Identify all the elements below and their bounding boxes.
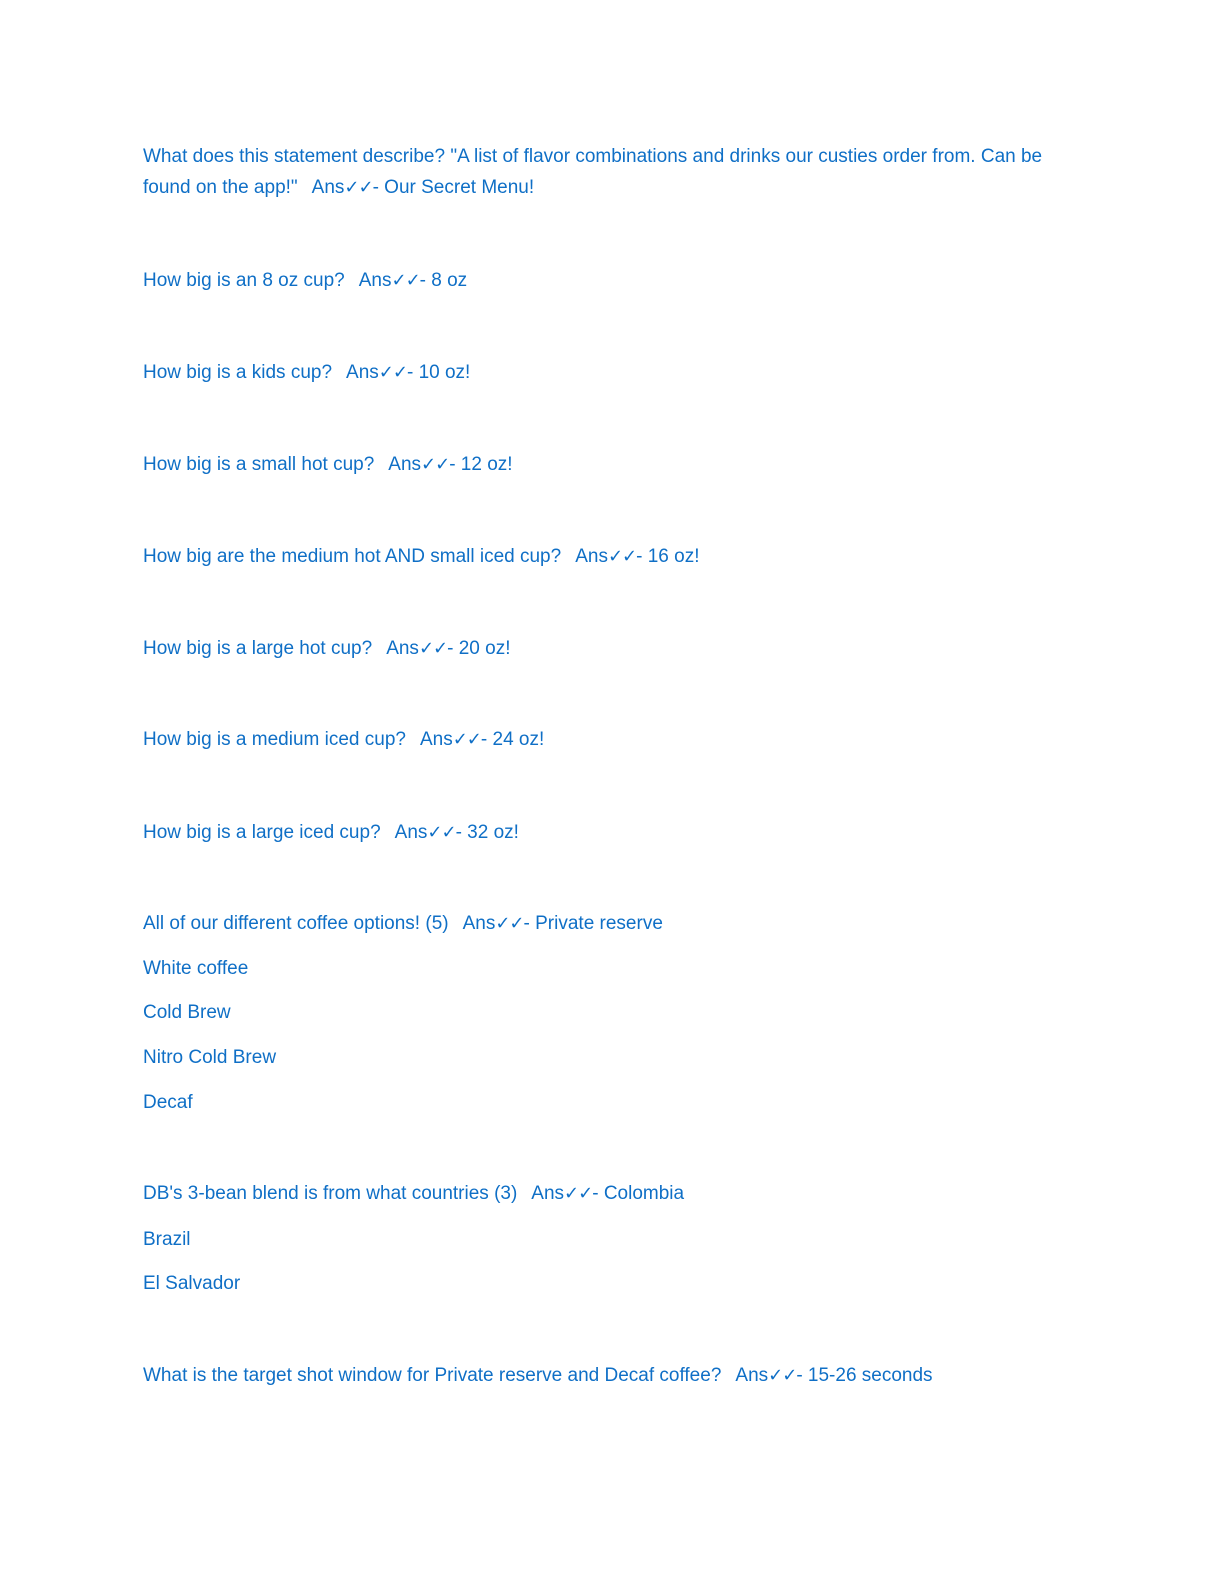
answer-continuation-line: Nitro Cold Brew	[143, 1047, 277, 1068]
answer-text: - 16 oz!	[636, 546, 700, 567]
qa-item-bean-blend	[143, 1178, 1083, 1209]
question-text: How big is a small hot cup?	[143, 454, 375, 475]
answer-label: Ans	[462, 913, 496, 934]
double-check-icon: ✓✓	[427, 822, 456, 843]
question-text: How big is a large hot cup?	[143, 638, 373, 659]
question-text: DB's 3-bean blend is from what countries (3)	[143, 1183, 518, 1204]
answer-text: - Colombia	[592, 1183, 685, 1204]
question-text: How big are the medium hot AND small iced cup?	[143, 546, 562, 567]
answer-continuation-line: El Salvador	[143, 1273, 241, 1294]
double-check-icon: ✓✓	[418, 638, 448, 659]
qa-item-kids-cup	[143, 357, 1083, 388]
question-text: What is the target shot window for Private reserve and Decaf coffee?	[143, 1365, 722, 1386]
answer-text: - 15-26 seconds	[796, 1365, 933, 1386]
answer-label: Ans	[388, 454, 422, 475]
double-check-icon: ✓✓	[564, 1183, 593, 1204]
answer-continuation-line: Brazil	[143, 1229, 191, 1250]
question-text: What does this statement describe? "A list of flavor combinations and drinks our custies order from. Can be found on the app!"	[143, 146, 1043, 198]
answer-text: - Our Secret Menu!	[372, 177, 535, 198]
double-check-icon: ✓✓	[495, 913, 524, 934]
double-check-icon: ✓✓	[378, 362, 407, 383]
qa-item-coffee-options	[143, 908, 1083, 939]
answer-label: Ans	[358, 270, 392, 291]
answer-label: Ans	[346, 362, 379, 383]
qa-item-shot-window	[143, 1360, 1083, 1391]
answer-text: - 24 oz!	[480, 729, 545, 750]
question-text: How big is a kids cup?	[143, 362, 333, 383]
answer-label: Ans	[386, 638, 419, 659]
answer-label: Ans	[394, 822, 428, 843]
answer-label: Ans	[575, 546, 608, 567]
question-text: How big is a large iced cup?	[143, 822, 381, 843]
question-text: How big is an 8 oz cup?	[143, 270, 345, 291]
qa-item-large-hot-cup	[143, 633, 1083, 664]
double-check-icon: ✓✓	[421, 454, 450, 475]
answer-text: - 8 oz	[419, 270, 468, 291]
double-check-icon: ✓✓	[768, 1365, 797, 1386]
question-text: How big is a medium iced cup?	[143, 729, 406, 750]
qa-item-8oz-cup	[143, 265, 1083, 296]
answer-text: - 10 oz!	[406, 362, 471, 383]
qa-item-large-iced-cup	[143, 817, 1083, 848]
answer-text: - 20 oz!	[447, 638, 511, 659]
double-check-icon: ✓✓	[607, 546, 637, 567]
answer-continuation-line: Cold Brew	[143, 1002, 231, 1023]
answer-text: - Private reserve	[523, 913, 663, 934]
qa-item-small-hot-cup	[143, 449, 1083, 480]
answer-label: Ans	[735, 1365, 769, 1386]
answer-label: Ans	[419, 729, 453, 750]
answer-label: Ans	[531, 1183, 565, 1204]
answer-text: - 32 oz!	[455, 822, 519, 843]
answer-label: Ans	[311, 177, 345, 198]
qa-item-medium-iced-cup	[143, 724, 1083, 755]
question-text: All of our different coffee options! (5)	[143, 913, 449, 934]
answer-continuation-line: Decaf	[143, 1092, 193, 1113]
double-check-icon: ✓✓	[344, 177, 373, 198]
answer-text: - 12 oz!	[449, 454, 513, 475]
double-check-icon: ✓✓	[391, 270, 420, 291]
double-check-icon: ✓✓	[452, 729, 481, 750]
qa-item-medium-hot-small-iced-cup	[143, 541, 1083, 572]
qa-item-secret-menu	[143, 141, 1083, 203]
answer-continuation-line: White coffee	[143, 958, 249, 979]
